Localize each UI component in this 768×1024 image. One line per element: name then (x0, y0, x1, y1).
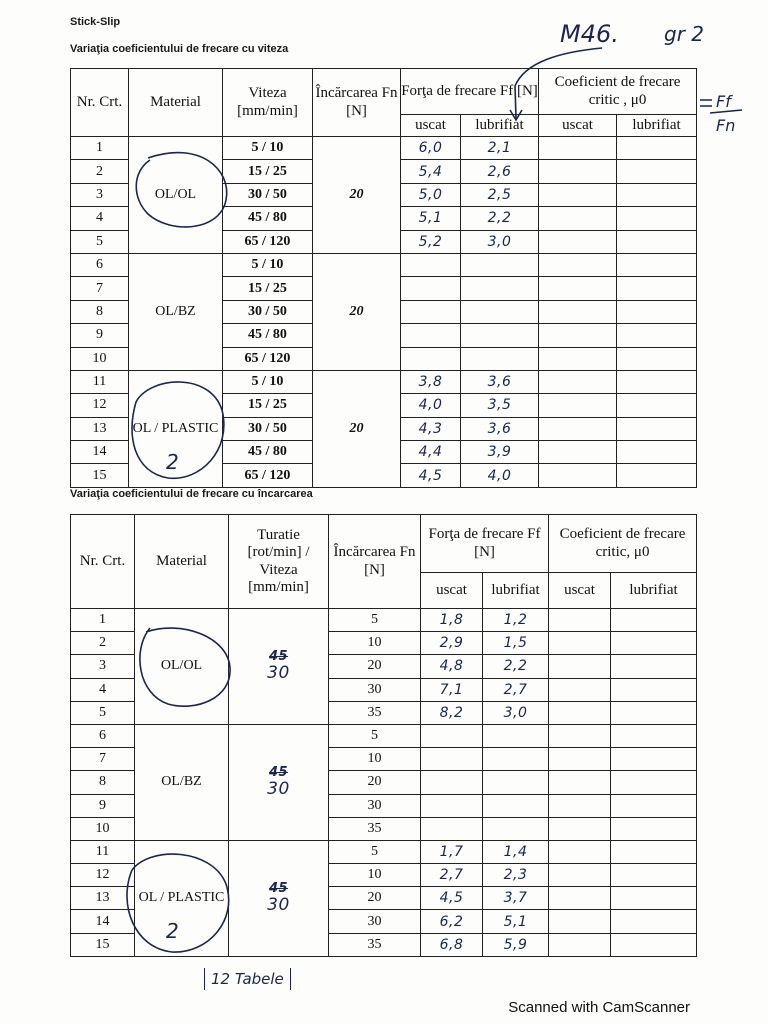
formula-equals (700, 100, 712, 106)
arrow-curve (515, 48, 602, 118)
cell-nr: 9 (71, 324, 129, 347)
cell-forta-uscat: 4,8 (421, 655, 483, 678)
cell-nr: 12 (71, 864, 135, 887)
cell-forta-lubrifiat: 2,3 (483, 864, 549, 887)
cell-nr: 1 (71, 137, 129, 160)
header-forta: Forţa de frecare Ff [N] (401, 69, 539, 115)
cell-forta-lubrifiat: 4,0 (461, 464, 539, 487)
cell-load: 5 (329, 609, 421, 632)
cell-forta-lubrifiat: 2,7 (483, 678, 549, 701)
cell-load: 20 (329, 771, 421, 794)
cell-forta-lubrifiat: 3,6 (461, 370, 539, 393)
cell-forta-uscat: 4,5 (421, 887, 483, 910)
cell-forta-lubrifiat: 3,9 (461, 441, 539, 464)
cell-nr: 13 (71, 417, 129, 440)
cell-forta-lubrifiat: 2,1 (461, 137, 539, 160)
cell-nr: 1 (71, 609, 135, 632)
cell-material: OL/BZ (129, 253, 223, 370)
cell-nr: 6 (71, 724, 135, 747)
cell-material: OL/BZ (135, 724, 229, 840)
speed-value: 30 (267, 779, 290, 800)
section-title-load: Variaţia coeficientului de frecare cu încarcarea (70, 488, 313, 500)
cell-forta-lubrifiat: 1,5 (483, 632, 549, 655)
cell-viteza: 65 / 120 (223, 347, 313, 370)
cell-forta-uscat: 6,8 (421, 933, 483, 956)
cell-forta-uscat: 1,8 (421, 609, 483, 632)
cell-nr: 11 (71, 370, 129, 393)
cell-forta-lubrifiat: 2,2 (483, 655, 549, 678)
section-title-speed: Variaţia coeficientului de frecare cu viteza (70, 43, 289, 55)
cell-viteza: 15 / 25 (223, 160, 313, 183)
cell-forta-uscat: 2,7 (421, 864, 483, 887)
circle-plastic-2 (127, 854, 229, 952)
cell-viteza: 65 / 120 (223, 230, 313, 253)
cell-forta-uscat: 5,1 (401, 207, 461, 230)
handwritten-code: M46. (560, 20, 619, 48)
header-uscat: uscat (421, 573, 483, 609)
cell-nr: 5 (71, 230, 129, 253)
circle-olol-2 (140, 628, 230, 706)
cell-load: 10 (329, 632, 421, 655)
cell-nr: 2 (71, 632, 135, 655)
cell-forta-lubrifiat: 3,5 (461, 394, 539, 417)
cell-forta-lubrifiat: 5,1 (483, 910, 549, 933)
cell-nr: 13 (71, 887, 135, 910)
cell-nr: 10 (71, 817, 135, 840)
cell-load: 20 (329, 655, 421, 678)
cell-load: 20 (313, 253, 401, 370)
cell-load: 5 (329, 840, 421, 863)
cell-forta-uscat: 1,7 (421, 840, 483, 863)
page-title: Stick-Slip (70, 16, 121, 28)
cell-load: 20 (329, 887, 421, 910)
cell-nr: 7 (71, 748, 135, 771)
cell-forta-lubrifiat: 2,2 (461, 207, 539, 230)
cell-load: 30 (329, 910, 421, 933)
header-lubrifiat: lubrifiat (483, 573, 549, 609)
crossed-out-speed: 45 (268, 649, 289, 665)
cell-forta-lubrifiat: 5,9 (483, 933, 549, 956)
cell-forta-uscat: 6,2 (421, 910, 483, 933)
cell-load: 30 (329, 678, 421, 701)
header-coef-lubrifiat: lubrifiat (611, 573, 697, 609)
cell-viteza: 15 / 25 (223, 277, 313, 300)
handwritten-formula-denominator: Fn (716, 116, 736, 135)
cell-nr: 8 (71, 300, 129, 323)
cell-nr: 10 (71, 347, 129, 370)
cell-nr: 4 (71, 678, 135, 701)
cell-load: 20 (313, 370, 401, 487)
cell-nr: 5 (71, 701, 135, 724)
cell-nr: 4 (71, 207, 129, 230)
cell-nr: 14 (71, 910, 135, 933)
circle-olol-1 (136, 153, 226, 227)
cell-load: 35 (329, 701, 421, 724)
cell-forta-uscat: 2,9 (421, 632, 483, 655)
cell-load: 10 (329, 864, 421, 887)
cell-forta-lubrifiat: 2,5 (461, 183, 539, 206)
header-material: Material (135, 515, 229, 609)
circle-plastic-1 (132, 382, 224, 478)
cell-nr: 2 (71, 160, 129, 183)
cell-load: 35 (329, 817, 421, 840)
handwritten-bottom-note: 12 Tabele (204, 968, 291, 990)
header-coef: Coeficient de frecare critic, μ0 (549, 515, 697, 573)
formula-fraction-bar (710, 110, 742, 113)
cell-load: 30 (329, 794, 421, 817)
header-coef: Coeficient de frecare critic , μ0 (539, 69, 697, 115)
cell-forta-uscat: 3,8 (401, 370, 461, 393)
cell-viteza: 45 / 80 (223, 207, 313, 230)
cell-forta-lubrifiat: 3,7 (483, 887, 549, 910)
handwritten-group: gr 2 (664, 22, 704, 46)
speed-value: 30 (267, 895, 290, 916)
header-incarcarea: Încărcarea Fn [N] (313, 69, 401, 137)
cell-forta-lubrifiat: 1,4 (483, 840, 549, 863)
cell-forta-uscat: 5,0 (401, 183, 461, 206)
cell-nr: 3 (71, 183, 129, 206)
handwritten-plastic-mark-2: 2 (166, 919, 179, 943)
speed-value: 30 (267, 663, 290, 684)
cell-load: 35 (329, 933, 421, 956)
cell-viteza: 30 / 50 (223, 300, 313, 323)
crossed-out-speed: 45 (268, 881, 289, 897)
cell-load: 10 (329, 748, 421, 771)
cell-viteza: 45 / 80 (223, 324, 313, 347)
header-nr: Nr. Crt. (71, 515, 135, 609)
cell-viteza: 30 / 50 (223, 183, 313, 206)
cell-load: 20 (313, 137, 401, 254)
header-forta: Forţa de frecare Ff [N] (421, 515, 549, 573)
cell-material: OL/OL (135, 609, 229, 725)
cell-viteza: 5 / 10 (223, 137, 313, 160)
cell-material: OL / PLASTIC (129, 370, 223, 487)
cell-nr: 15 (71, 933, 135, 956)
footer-watermark: Scanned with CamScanner (508, 999, 690, 1016)
cell-viteza: 15 / 25 (223, 394, 313, 417)
cell-nr: 9 (71, 794, 135, 817)
header-uscat: uscat (401, 115, 461, 137)
cell-viteza: 65 / 120 (223, 464, 313, 487)
header-coef-uscat: uscat (539, 115, 617, 137)
cell-forta-lubrifiat: 3,0 (483, 701, 549, 724)
header-turatie: Turatie [rot/min] / Viteza [mm/min] (229, 515, 329, 609)
header-coef-lubrifiat: lubrifiat (617, 115, 697, 137)
cell-forta-uscat: 4,5 (401, 464, 461, 487)
cell-forta-uscat: 6,0 (401, 137, 461, 160)
cell-nr: 7 (71, 277, 129, 300)
header-material: Material (129, 69, 223, 137)
header-viteza: Viteza [mm/min] (223, 69, 313, 137)
cell-viteza: 5 / 10 (223, 253, 313, 276)
cell-forta-lubrifiat: 3,0 (461, 230, 539, 253)
cell-load: 5 (329, 724, 421, 747)
handwritten-plastic-mark-1: 2 (166, 450, 179, 474)
cell-forta-uscat: 4,4 (401, 441, 461, 464)
cell-material: OL / PLASTIC (135, 840, 229, 956)
cell-forta-uscat: 5,2 (401, 230, 461, 253)
header-nr: Nr. Crt. (71, 69, 129, 137)
handwritten-formula-numerator: Ff (716, 92, 731, 111)
cell-nr: 11 (71, 840, 135, 863)
cell-nr: 15 (71, 464, 129, 487)
cell-forta-uscat: 8,2 (421, 701, 483, 724)
crossed-out-speed: 45 (268, 765, 289, 781)
cell-nr: 8 (71, 771, 135, 794)
cell-forta-uscat: 7,1 (421, 678, 483, 701)
cell-viteza: 30 / 50 (223, 417, 313, 440)
cell-nr: 6 (71, 253, 129, 276)
header-coef-uscat: uscat (549, 573, 611, 609)
cell-nr: 3 (71, 655, 135, 678)
cell-forta-lubrifiat: 3,6 (461, 417, 539, 440)
cell-nr: 14 (71, 441, 129, 464)
cell-nr: 12 (71, 394, 129, 417)
cell-forta-uscat: 5,4 (401, 160, 461, 183)
cell-material: OL/OL (129, 137, 223, 254)
cell-forta-uscat: 4,0 (401, 394, 461, 417)
cell-viteza: 45 / 80 (223, 441, 313, 464)
cell-forta-uscat: 4,3 (401, 417, 461, 440)
cell-viteza: 5 / 10 (223, 370, 313, 393)
cell-forta-lubrifiat: 1,2 (483, 609, 549, 632)
cell-forta-lubrifiat: 2,6 (461, 160, 539, 183)
header-incarcarea: Încărcarea Fn [N] (329, 515, 421, 609)
header-lubrifiat: lubrifiat (461, 115, 539, 137)
